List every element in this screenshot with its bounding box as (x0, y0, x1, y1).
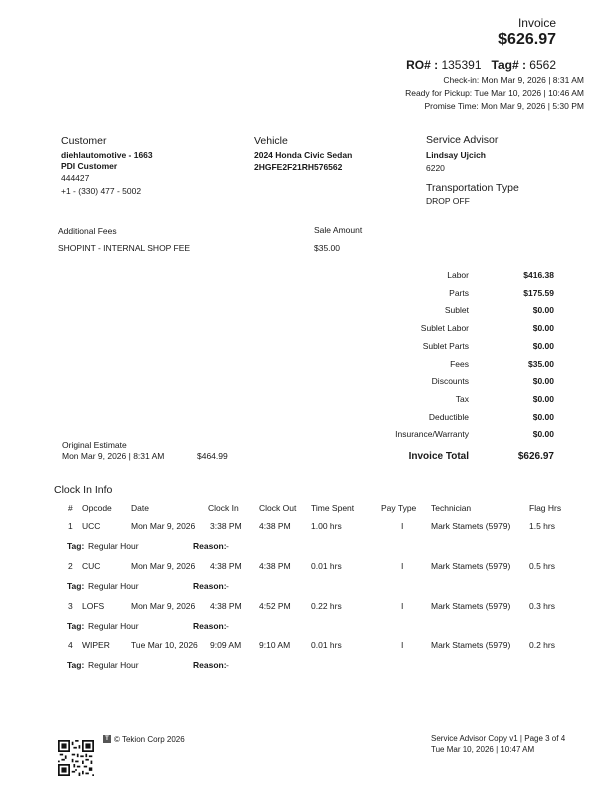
tag-label: Tag: (67, 620, 85, 631)
sale-amount-header: Sale Amount (314, 225, 363, 235)
transportation-type-title: Transportation Type (426, 182, 519, 194)
summary-label: Sublet (444, 305, 469, 316)
row-opcode: CUC (82, 560, 101, 571)
row-date: Tue Mar 10, 2026 (131, 640, 198, 651)
col-header-clock-out: Clock Out (259, 503, 297, 513)
transportation-type-value: DROP OFF (426, 196, 470, 206)
vehicle-vin: 2HGFE2F21RH576562 (254, 162, 343, 172)
row-clock-out: 9:10 AM (259, 640, 291, 651)
invoice-label: Invoice (517, 16, 556, 30)
col-header-pay-type: Pay Type (381, 503, 417, 513)
summary-value: $0.00 (532, 429, 554, 440)
check-in-time: Check-in: Mon Mar 9, 2026 | 8:31 AM (443, 75, 584, 85)
invoice-total-amount: $626.97 (498, 31, 556, 48)
summary-value: $0.00 (532, 323, 554, 334)
service-advisor-name: Lindsay Ujcich (426, 150, 486, 160)
tekion-logo-icon: T (103, 735, 111, 743)
row-flag-hrs: 0.5 hrs (529, 560, 555, 571)
row-flag-hrs: 1.5 hrs (529, 521, 555, 531)
row-time-spent: 1.00 hrs (311, 521, 342, 531)
invoice-total-value: $626.97 (517, 451, 554, 462)
summary-label: Fees (450, 358, 469, 369)
vehicle-title: Vehicle (254, 135, 288, 147)
reason-value: - (226, 580, 229, 591)
row-pay-type: I (401, 600, 404, 611)
row-time-spent: 0.01 hrs (311, 640, 342, 651)
customer-title: Customer (61, 135, 107, 147)
row-date: Mon Mar 9, 2026 (131, 600, 196, 611)
tag-value: Regular Hour (88, 541, 139, 551)
col-header-num: # (68, 503, 73, 513)
summary-label: Sublet Parts (422, 340, 469, 351)
summary-label: Deductible (428, 411, 469, 422)
row-flag-hrs: 0.3 hrs (529, 600, 555, 611)
col-header-clock-in: Clock In (208, 503, 239, 513)
original-estimate-date: Mon Mar 9, 2026 | 8:31 AM (62, 451, 165, 461)
summary-value: $416.38 (523, 270, 554, 280)
customer-type: PDI Customer (61, 161, 118, 171)
tag-label: Tag# : (491, 58, 530, 72)
original-estimate-amount: $464.99 (197, 451, 228, 461)
reason-value: - (226, 660, 229, 671)
service-advisor-id: 6220 (426, 163, 445, 173)
original-estimate-title: Original Estimate (62, 440, 127, 450)
summary-value: $0.00 (532, 393, 554, 404)
reason-value: - (226, 620, 229, 631)
tag-value: Regular Hour (88, 620, 139, 631)
tag-number: 6562 (529, 58, 556, 72)
row-technician: Mark Stamets (5979) (431, 600, 511, 611)
footer-copy-info: Service Advisor Copy v1 | Page 3 of 4 (431, 734, 566, 743)
ready-for-pickup-time: Ready for Pickup: Tue Mar 10, 2026 | 10:46 AM (405, 88, 584, 98)
invoice-total-label: Invoice Total (408, 451, 469, 462)
customer-id: 444427 (61, 173, 90, 183)
row-flag-hrs: 0.2 hrs (529, 640, 555, 651)
row-clock-in: 4:38 PM (210, 600, 242, 611)
row-num: 2 (68, 560, 73, 571)
customer-phone: +1 - (330) 477 - 5002 (61, 186, 142, 196)
qr-code (58, 740, 94, 776)
row-clock-out: 4:38 PM (259, 521, 291, 531)
reason-label: Reason: (193, 660, 227, 671)
row-opcode: WIPER (82, 640, 110, 651)
row-pay-type: I (401, 640, 404, 651)
row-clock-in: 9:09 AM (210, 640, 242, 651)
row-num: 1 (68, 521, 73, 531)
row-num: 4 (68, 640, 73, 651)
customer-name: diehlautomotive - 1663 (61, 150, 153, 160)
vehicle-model: 2024 Honda Civic Sedan (254, 150, 353, 160)
ro-number: 135391 (441, 58, 482, 72)
summary-value: $175.59 (523, 287, 554, 298)
row-technician: Mark Stamets (5979) (431, 640, 511, 651)
row-pay-type: I (401, 560, 404, 571)
summary-value: $0.00 (532, 411, 554, 422)
reason-label: Reason: (193, 580, 227, 591)
summary-value: $0.00 (532, 305, 554, 316)
col-header-opcode: Opcode (82, 503, 112, 513)
promise-time: Promise Time: Mon Mar 9, 2026 | 5:30 PM (424, 101, 584, 111)
tag-label: Tag: (67, 580, 85, 591)
reason-label: Reason: (193, 541, 227, 551)
row-clock-in: 3:38 PM (210, 521, 242, 531)
service-advisor-title: Service Advisor (426, 134, 499, 146)
footer-copyright: © Tekion Corp 2026 (114, 735, 185, 744)
summary-label: Sublet Labor (420, 323, 469, 334)
summary-value: $0.00 (532, 340, 554, 351)
reason-value: - (226, 541, 229, 551)
row-opcode: UCC (82, 521, 101, 531)
row-clock-out: 4:52 PM (259, 600, 291, 611)
row-pay-type: I (401, 521, 404, 531)
col-header-technician: Technician (431, 503, 472, 513)
fee-item: SHOPINT - INTERNAL SHOP FEE (58, 243, 191, 253)
tag-value: Regular Hour (88, 580, 139, 591)
col-header-flag-hrs: Flag Hrs (529, 503, 562, 513)
summary-label: Parts (449, 287, 469, 298)
row-opcode: LOFS (82, 600, 105, 611)
tag-value: Regular Hour (88, 660, 139, 671)
summary-label: Labor (447, 270, 469, 280)
row-technician: Mark Stamets (5979) (431, 560, 511, 571)
summary-value: $0.00 (532, 376, 554, 387)
reason-label: Reason: (193, 620, 227, 631)
row-num: 3 (68, 600, 73, 611)
row-clock-out: 4:38 PM (259, 560, 291, 571)
row-time-spent: 0.22 hrs (311, 600, 342, 611)
fee-amount: $35.00 (314, 243, 340, 253)
summary-value: $35.00 (528, 358, 554, 369)
clock-in-info-title: Clock In Info (54, 484, 113, 496)
summary-label: Insurance/Warranty (395, 429, 469, 440)
ro-label: RO# : (406, 58, 442, 72)
tag-label: Tag: (67, 660, 85, 671)
row-time-spent: 0.01 hrs (311, 560, 342, 571)
row-technician: Mark Stamets (5979) (431, 521, 511, 531)
summary-label: Discounts (431, 376, 469, 387)
footer-printed-time: Tue Mar 10, 2026 | 10:47 AM (431, 745, 535, 754)
ro-tag-line (406, 58, 556, 72)
additional-fees-title: Additional Fees (58, 226, 117, 236)
row-clock-in: 4:38 PM (210, 560, 242, 571)
summary-label: Tax (455, 393, 469, 404)
row-date: Mon Mar 9, 2026 (131, 521, 196, 531)
row-date: Mon Mar 9, 2026 (131, 560, 196, 571)
col-header-time-spent: Time Spent (311, 503, 355, 513)
tag-label: Tag: (67, 541, 85, 551)
col-header-date: Date (131, 503, 149, 513)
